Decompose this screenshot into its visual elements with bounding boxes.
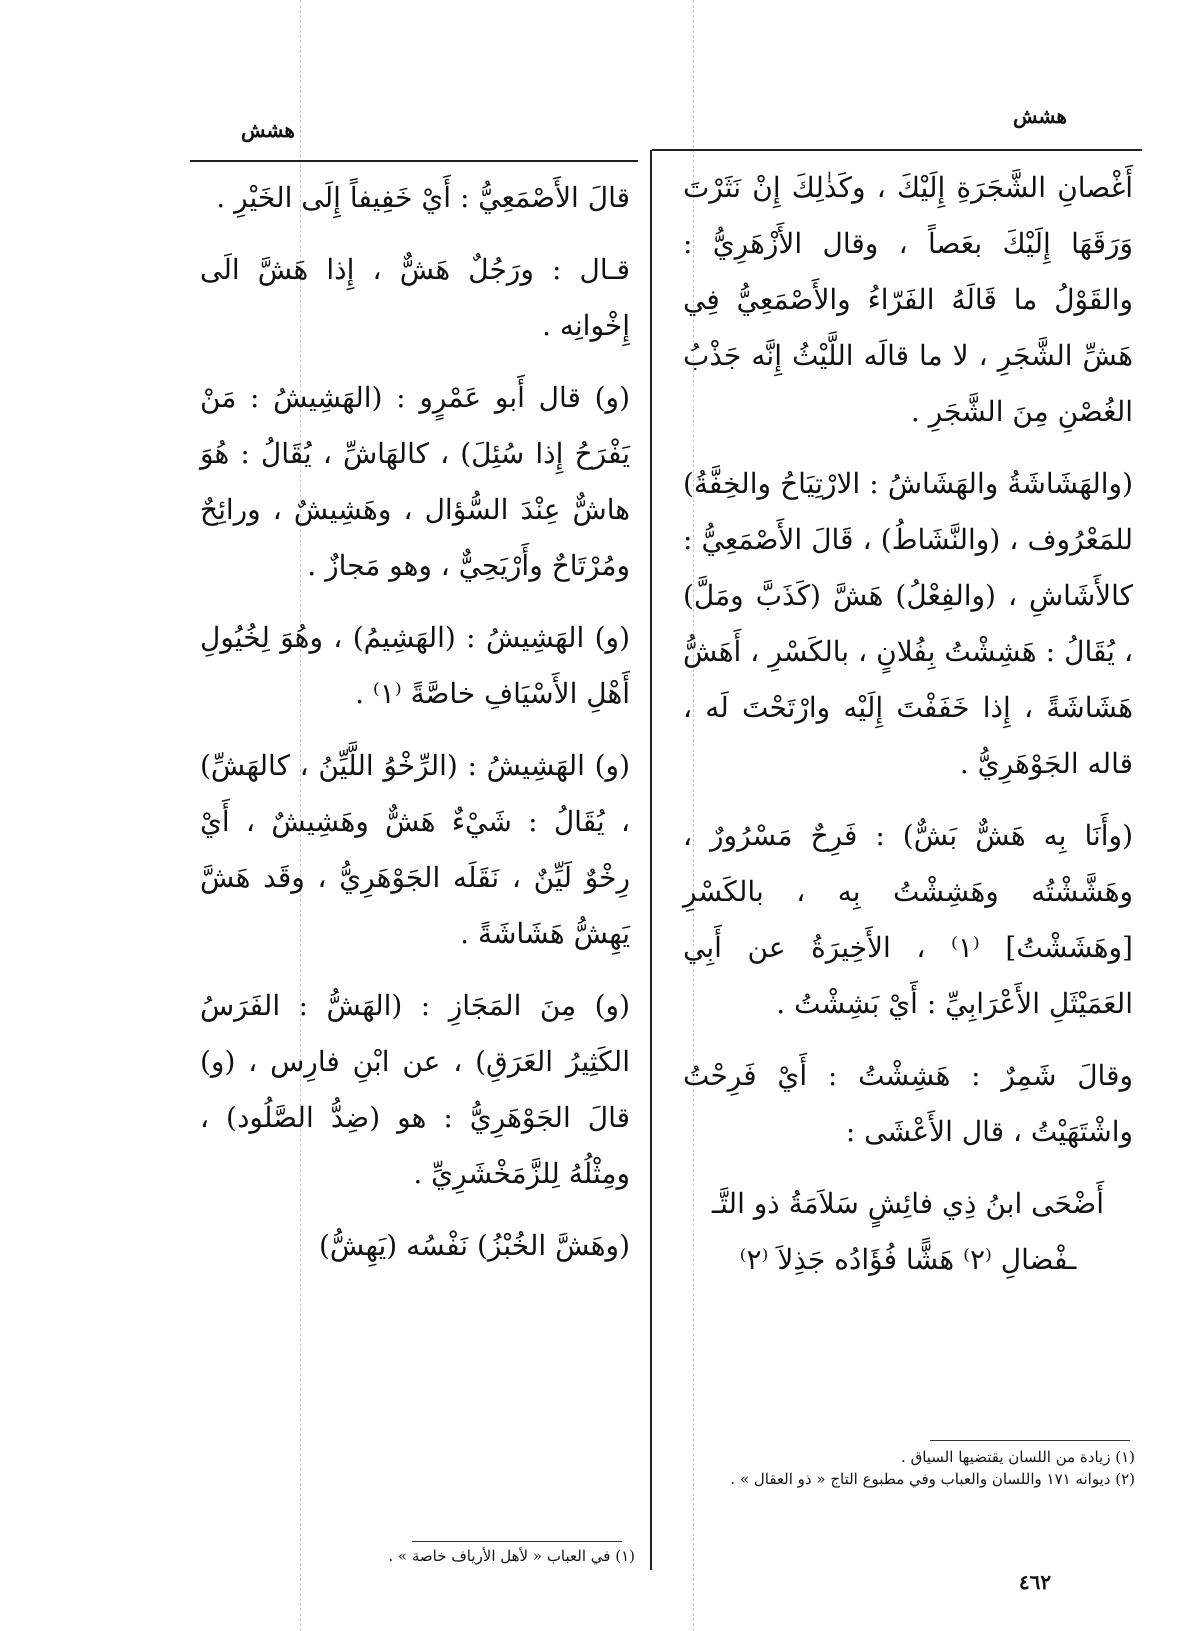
entry-paragraph: (و) مِنَ المَجَازِ : (الهَشُّ : الفَرَسُ الكَثِيرُ العَرَقِ) ، عن ابْنِ فارِس ، (و) قالَ الجَوْهَرِيُّ : هو (ضِدُّ الصَّلُود) ، ومِثْلُهُ لِلزَّمَخْشَرِيِّ . (200, 989, 630, 1190)
entry-paragraph: وقالَ شَمِرٌ : هَشِشْتُ : أَيْ فَرِحْتُ واشْتَهَيْتُ ، قال الأَعْشَى : (683, 1059, 1133, 1148)
footnote-rule-right (930, 1440, 1130, 1441)
entry-paragraph: (والهَشَاشَةُ والهَشَاشُ : الارْتِيَاحُ والخِفَّةُ) للمَعْرُوف ، (والنَّشَاطُ) ، قَالَ الأَصْمَعِيُّ : كالأَشَاشِ ، (والفِعْلُ) هَشَّ (كَذَبَّ ومَلَّ) ، يُقَالُ : هَشِشْتُ بِفُلانٍ ، بالكَسْرِ ، أَهَشُّ هَشَاشَةً ، إِذا خَفَفْتَ إِلَيْه وارْتَحْتَ لَه ، قاله الجَوْهَرِيُّ . (683, 467, 1133, 780)
poetry-verse (683, 1176, 1133, 1288)
footnotes-left (215, 1545, 635, 1567)
entry-paragraph: (وهَشَّ الخُبْزُ) نَفْسُه (يَهِشُّ) (318, 1229, 630, 1262)
footnote: (٢) ديوانه ١٧١ واللسان والعباب وفي مطبوع التاج « ذو العقال » . (730, 1470, 1135, 1488)
verse-line: ـفْضالِ ⁽٢⁾ هَشًّا فُؤَادُه جَذِلاَ ⁽٢⁾ (739, 1243, 1077, 1276)
verse-line: أَضْحَى ابنُ ذِي فائِشٍ سَلاَمَةُ ذو التَّـ (711, 1187, 1105, 1220)
header-rule-right (652, 149, 1142, 151)
footnote-rule-left (412, 1541, 622, 1542)
footnotes-right (705, 1446, 1135, 1490)
entry-paragraph: (و) الهَشِيشُ : (الهَشِيمُ) ، وهُوَ لِخُيُولِ أَهْلِ الأَسْيَافِ خاصَّةً ⁽١⁾ . (200, 621, 630, 710)
entry-paragraph: قالَ الأَصْمَعِيُّ : أَيْ خَفِيفاً إِلَى الخَيْرِ . (216, 181, 630, 214)
footnote: (١) في العباب « لأهل الأرياف خاصة » . (388, 1547, 635, 1565)
entry-paragraph: (و) قال أَبو عَمْرٍو : (الهَشِيشُ : مَنْ يَفْرَحُ إِذا سُئِلَ) ، كالهَاشِّ ، يُقَالُ : هُوَ هاشٌّ عِنْدَ السُّؤال ، وهَشِيشٌ ، ورائِحٌ ومُرْتَاحٌ وأَرْيَحِيٌّ ، وهو مَجازٌ . (200, 381, 630, 582)
running-header-left: هشش (241, 118, 295, 142)
entry-paragraph: قـال : ورَجُلٌ هَشٌّ ، إِذا هَشَّ الَى إِخْوانِه . (200, 253, 630, 342)
right-column (683, 160, 1133, 1288)
running-header-right: هشش (1013, 104, 1067, 128)
entry-paragraph: (و) الهَشِيشُ : (الرِّخْوُ اللَّيِّنُ ، كالهَشِّ) ، يُقَالُ : شَيْءٌ هَشٌّ وهَشِيشٌ ، أَيْ رِخْوٌ لَيِّنٌ ، نَقَلَه الجَوْهَرِيُّ ، وقَد هَشَّ يَهِشُّ هَشَاشَةً . (200, 749, 630, 950)
column-divider (650, 150, 652, 1570)
header-rule-left (190, 160, 638, 162)
footnote: (١) زيادة من اللسان يقتضيها السياق . (901, 1448, 1135, 1466)
entry-paragraph: (وأَنَا بِه هَشٌّ بَشٌّ) : فَرِحٌ مَسْرُورٌ ، وهَشَّشْتُه وهَشِشْتُ بِه ، بالكَسْرِ [وهَشَشْتُ] ⁽١⁾ ، الأَخِيرَةُ عن أَبِي العَمَيْثَلِ الأَعْرَابِيِّ : أَيْ بَشِشْتُ . (683, 819, 1133, 1020)
entry-paragraph: أَغْصانِ الشَّجَرَةِ إِلَيْكَ ، وكَذٰلِكَ إِنْ نَثَرْتَ وَرَقَهَا إِلَيْكَ بعَصاً ، وقال الأَزْهَرِيُّ : والقَوْلُ ما قَالَهُ الفَرّاءُ والأَصْمَعِيُّ فِي هَشِّ الشَّجَرِ ، لا ما قالَه اللَّيْثُ إِنَّه جَذْبُ الغُصْنِ مِنَ الشَّجَرِ . (683, 171, 1133, 428)
left-column (200, 170, 630, 1290)
page-number: ٤٦٢ (1018, 1570, 1052, 1594)
